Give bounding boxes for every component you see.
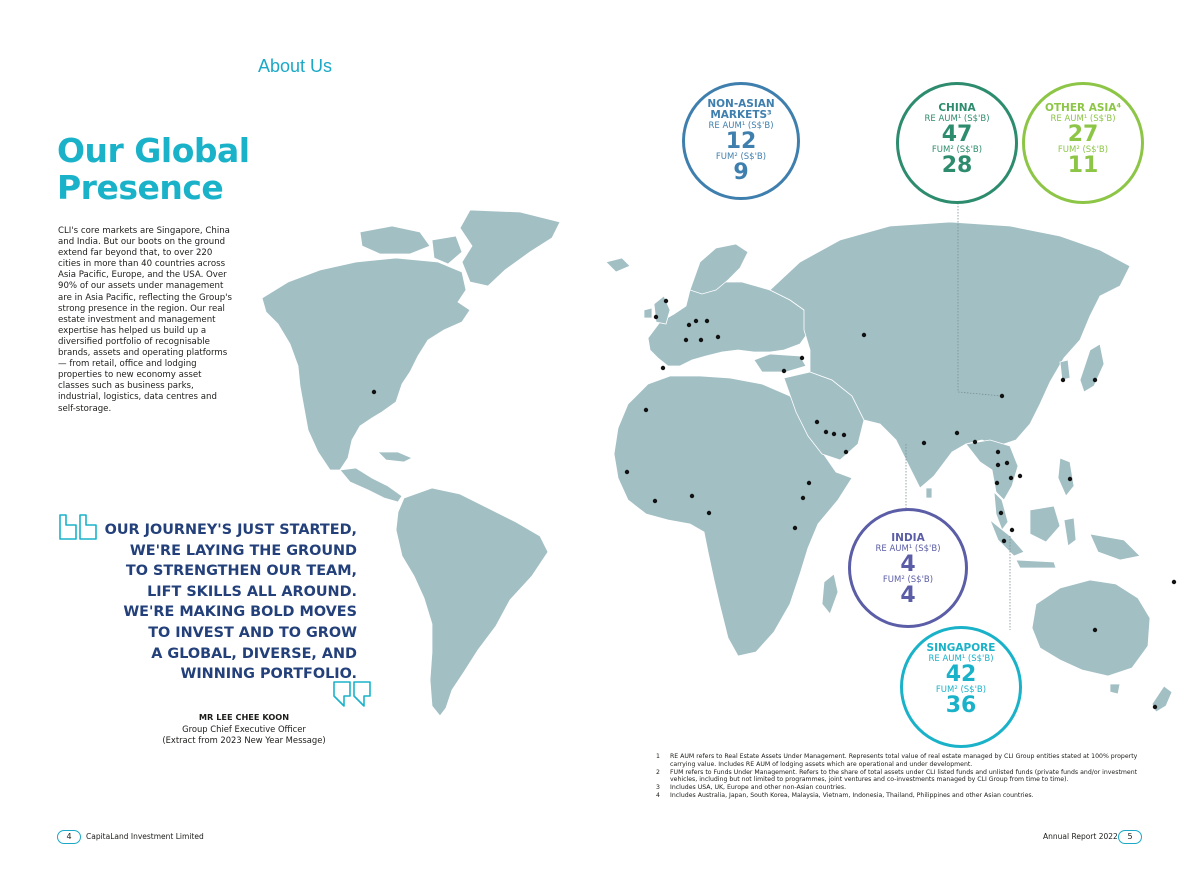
land-new-guinea bbox=[1090, 534, 1140, 560]
location-dot bbox=[1000, 394, 1004, 398]
quote-line: WE'RE LAYING THE GROUND bbox=[129, 542, 357, 559]
ceo-quote bbox=[95, 520, 357, 685]
location-dot bbox=[705, 319, 709, 323]
location-dot bbox=[1093, 378, 1097, 382]
location-dot bbox=[1002, 539, 1006, 543]
re-aum-label: RE AUM¹ (S$'B) bbox=[1050, 114, 1116, 124]
re-aum-value: 42 bbox=[945, 662, 977, 687]
location-dot bbox=[699, 338, 703, 342]
location-dot bbox=[801, 496, 805, 500]
land-tasmania bbox=[1110, 684, 1120, 694]
land-south-america bbox=[396, 488, 548, 716]
world-map bbox=[250, 200, 1190, 740]
land-central-america bbox=[340, 468, 402, 502]
land-australia bbox=[1032, 580, 1150, 676]
footnotes bbox=[656, 753, 1144, 800]
section-tag: About Us bbox=[258, 56, 333, 76]
location-dot bbox=[973, 440, 977, 444]
location-dot bbox=[824, 430, 828, 434]
location-dot bbox=[1068, 477, 1072, 481]
fum-value: 4 bbox=[900, 583, 916, 608]
location-dot bbox=[782, 369, 786, 373]
market-title: CHINA bbox=[938, 102, 976, 114]
location-dot bbox=[844, 450, 848, 454]
land-japan bbox=[1080, 344, 1104, 392]
location-dot bbox=[661, 366, 665, 370]
land-iceland bbox=[606, 258, 630, 272]
re-aum-label: RE AUM¹ (S$'B) bbox=[708, 121, 774, 131]
right-page-number: 5 bbox=[1118, 830, 1142, 844]
location-dot bbox=[862, 333, 866, 337]
location-dot bbox=[694, 319, 698, 323]
land-sulawesi bbox=[1064, 518, 1076, 546]
land-indochina bbox=[966, 440, 1018, 500]
footnote: 4 Includes Australia, Japan, South Korea, Malaysia, Vietnam, Indonesia, Thailand, Philippines and other Asian countries. bbox=[656, 791, 1034, 799]
location-dot bbox=[664, 299, 668, 303]
fum-label: FUM² (S$'B) bbox=[935, 685, 987, 695]
location-dot bbox=[995, 481, 999, 485]
location-dot bbox=[687, 323, 691, 327]
quote-line: TO STRENGTHEN OUR TEAM, bbox=[125, 563, 357, 580]
land-sri-lanka bbox=[926, 488, 932, 498]
fum-value: 11 bbox=[1067, 153, 1099, 178]
quote-line: TO INVEST AND TO GROW bbox=[148, 624, 357, 641]
location-dot bbox=[707, 511, 711, 515]
fum-label: FUM² (S$'B) bbox=[882, 575, 934, 585]
location-dot bbox=[807, 481, 811, 485]
re-aum-value: 27 bbox=[1067, 122, 1099, 147]
re-aum-value: 12 bbox=[725, 129, 757, 154]
land-ireland bbox=[644, 308, 652, 318]
land-masses bbox=[262, 210, 1172, 716]
land-korea bbox=[1060, 360, 1070, 380]
location-dot bbox=[1018, 474, 1022, 478]
quote-line: WE'RE MAKING BOLD MOVES bbox=[123, 604, 357, 621]
land-north-america bbox=[262, 258, 470, 470]
location-dot bbox=[654, 315, 658, 319]
market-circle-singapore bbox=[900, 626, 1022, 748]
location-dot bbox=[716, 335, 720, 339]
re-aum-label: RE AUM¹ (S$'B) bbox=[924, 114, 990, 124]
location-dot bbox=[625, 470, 629, 474]
fum-label: FUM² (S$'B) bbox=[715, 152, 767, 162]
market-title: SINGAPORE bbox=[926, 642, 996, 654]
open-quote-icon bbox=[58, 513, 98, 541]
re-aum-label: RE AUM¹ (S$'B) bbox=[928, 654, 994, 664]
fum-value: 36 bbox=[945, 693, 977, 718]
location-dot bbox=[996, 463, 1000, 467]
fum-label: FUM² (S$'B) bbox=[931, 145, 983, 155]
footer-report: Annual Report 2022 bbox=[1043, 832, 1118, 841]
land-sumatra bbox=[990, 520, 1024, 556]
quote-line: OUR JOURNEY'S JUST STARTED, bbox=[104, 522, 357, 538]
location-dot bbox=[1153, 705, 1157, 709]
location-dot bbox=[832, 432, 836, 436]
market-circle-china bbox=[896, 82, 1018, 204]
location-dot bbox=[922, 441, 926, 445]
re-aum-value: 47 bbox=[941, 122, 973, 147]
page-title-line-2: Presence bbox=[57, 168, 224, 207]
location-dot bbox=[1005, 461, 1009, 465]
footnote: 2 FUM refers to Funds Under Management. Refers to the share of total assets under CLI listed funds and unlisted funds (private funds and/or investment vehicles, including but not limited to programmes, joint ventures and co-investments managed by CLI Group from time to time). bbox=[656, 768, 1138, 784]
location-dot bbox=[842, 433, 846, 437]
land-borneo bbox=[1030, 506, 1060, 542]
quote-line: LIFT SKILLS ALL AROUND. bbox=[147, 583, 357, 600]
market-title: OTHER ASIA⁴ bbox=[1044, 102, 1122, 114]
location-dot bbox=[800, 356, 804, 360]
intro-paragraph: CLI's core markets are Singapore, China and India. But our boots on the ground extend far beyond that, to over 220 cities in more than 40 countries across Asia Pacific, Europe, and the USA. Over 90% of our assets under management are in Asia Pacific, reflecting the Group's strong presence in the region. Our real estate investment and management expertise has helped us build up a diversified portfolio of recognisable brands, assets and operating platforms — from retail, office and lodging properties to new economy asset classes such as business parks, industrial, logistics, data centres and self-storage. bbox=[58, 226, 232, 414]
land-madagascar bbox=[822, 574, 838, 614]
quote-author bbox=[120, 712, 368, 747]
location-dot bbox=[1061, 378, 1065, 382]
author-role: Group Chief Executive Officer bbox=[182, 723, 306, 734]
land-philippines bbox=[1058, 458, 1074, 496]
market-title: INDIA bbox=[891, 532, 925, 544]
location-dot bbox=[684, 338, 688, 342]
location-dot bbox=[1010, 528, 1014, 532]
footer-company: CapitaLand Investment Limited bbox=[86, 832, 204, 841]
quote-line: A GLOBAL, DIVERSE, AND bbox=[151, 645, 357, 662]
land-greenland bbox=[460, 210, 560, 286]
location-dot bbox=[1009, 476, 1013, 480]
left-page-number: 4 bbox=[57, 830, 81, 844]
author-source: (Extract from 2023 New Year Message) bbox=[162, 735, 326, 745]
location-dot bbox=[815, 420, 819, 424]
fum-value: 9 bbox=[733, 160, 749, 185]
location-dot bbox=[999, 511, 1003, 515]
location-dot bbox=[996, 450, 1000, 454]
market-circle-other-asia bbox=[1022, 82, 1144, 204]
location-dot bbox=[1093, 628, 1097, 632]
fum-value: 28 bbox=[941, 153, 973, 178]
market-title: NON-ASIAN MARKETS³ bbox=[707, 98, 775, 121]
location-dot bbox=[1172, 580, 1176, 584]
page-title-line-1: Our Global bbox=[57, 131, 250, 170]
land-java bbox=[1016, 560, 1056, 568]
page-title bbox=[57, 132, 250, 206]
re-aum-value: 4 bbox=[900, 552, 916, 577]
market-circle-non-asian bbox=[682, 82, 800, 200]
location-dot bbox=[644, 408, 648, 412]
land-caribbean bbox=[378, 452, 412, 462]
fum-label: FUM² (S$'B) bbox=[1057, 145, 1109, 155]
location-dot bbox=[955, 431, 959, 435]
author-name: MR LEE CHEE KOON bbox=[198, 712, 290, 722]
land-arctic-islands bbox=[360, 226, 430, 254]
location-dot bbox=[793, 526, 797, 530]
location-dot bbox=[372, 390, 376, 394]
land-turkey bbox=[754, 354, 806, 372]
quote-line: WINNING PORTFOLIO. bbox=[180, 666, 357, 683]
footnote: 3 Includes USA, UK, Europe and other non-Asian countries. bbox=[656, 784, 847, 792]
land-baffin bbox=[432, 236, 462, 264]
market-circle-india bbox=[848, 508, 968, 628]
location-dot bbox=[653, 499, 657, 503]
footnote: 1 RE AUM refers to Real Estate Assets Under Management. Represents total value of real estate managed by CLI Group entities stated at 100% property carrying value. Includes RE AUM of lodging assets which are operational and under development. bbox=[656, 753, 1138, 768]
re-aum-label: RE AUM¹ (S$'B) bbox=[875, 544, 941, 554]
location-dot bbox=[690, 494, 694, 498]
